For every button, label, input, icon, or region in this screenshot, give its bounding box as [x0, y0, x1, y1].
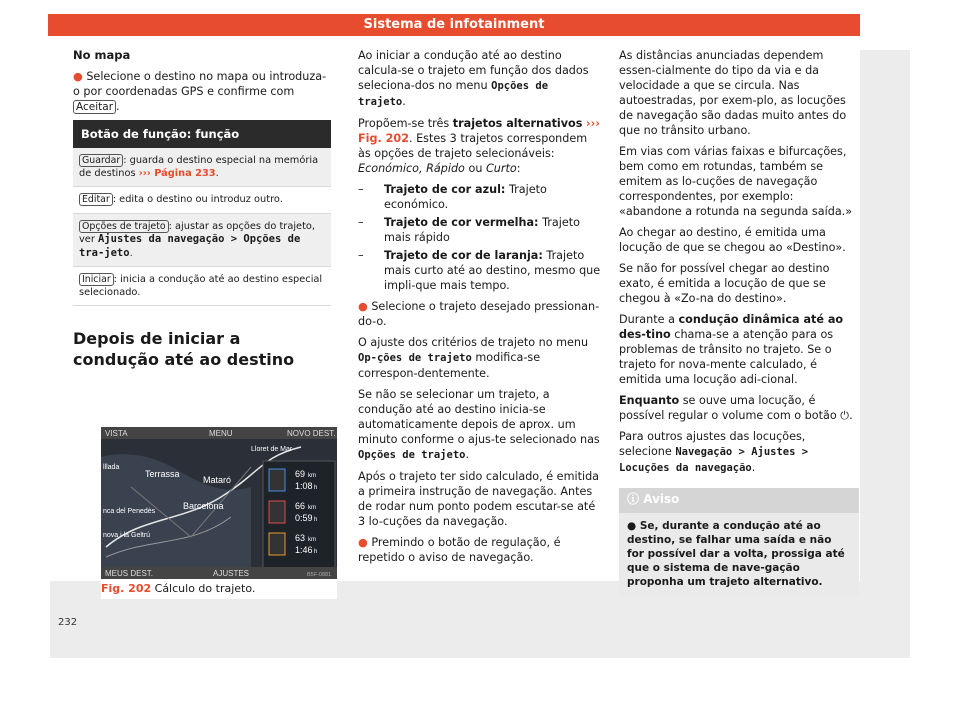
tab-novo-dest: NOVO DEST.	[287, 429, 336, 438]
place-barcelona: Barcelona	[183, 501, 224, 511]
route-2-time: 0:59	[295, 513, 313, 523]
paragraph: Se não se selecionar um trajeto, a condução até ao destino inicia-se automaticamente depois de aprox. um minuto conforme o ajus-te selecionado nas Opções de trajeto.	[358, 388, 600, 461]
table-row: Editar : edita o destino ou introduz outro.	[73, 187, 331, 214]
bullet-icon: ●	[358, 536, 368, 549]
menu-path: Ajustes da navegação > Opções de tra-jeto	[79, 233, 301, 259]
paragraph: O ajuste dos critérios de trajeto no menu Op-ções de trajeto modifica-se correspon-dentemente.	[358, 336, 589, 380]
bullet-paragraph: ● Selecione o trajeto desejado pressionan-do-o.	[358, 300, 600, 328]
tab-menu: MENU	[209, 429, 233, 438]
place-terrassa: Terrassa	[145, 469, 180, 479]
paragraph: Após o trajeto ter sido calculado, é emitida a primeira instrução de navegação. Antes de rodar num ponto podem escutar-se até 3 lo-cuções da navegação.	[358, 470, 600, 528]
accept-key: Aceitar	[73, 100, 116, 114]
table-row: Guardar : guarda o destino especial na memória de destinos ››› Página 233.	[73, 148, 331, 187]
table-row: Opções de trajeto : ajustar as opções do trajeto, ver Ajustes da navegação > Opções de tra-jeto.	[73, 214, 331, 268]
page-number: 232	[58, 617, 78, 628]
route-2-km: 66	[295, 501, 306, 511]
function-table	[73, 120, 331, 306]
bullet-paragraph: ● Premindo o botão de regulação, é repetido o aviso de navegação.	[358, 536, 561, 564]
key-label: Editar	[79, 193, 113, 206]
figure-code: B5F-0881	[307, 572, 332, 578]
bullet-icon: ●	[73, 70, 83, 83]
tab-ajustes: AJUSTES	[213, 569, 250, 578]
page-header: Sistema de infotainment	[48, 14, 860, 36]
page-reference: ››› Página 233	[138, 167, 216, 179]
paragraph: Se não for possível chegar ao destino exato, é emitida a locução de que se chegou à «Zo-na do destino».	[619, 262, 830, 305]
paragraph: Propõem-se três trajetos alternativos ››› Fig. 202. Estes 3 trajetos correspondem às opções de trajeto selecionáveis: Económico, Rápido ou Curto:	[358, 117, 600, 175]
route-3-km: 63	[295, 533, 306, 543]
bullet-icon: ●	[358, 300, 368, 313]
svg-text:h: h	[314, 517, 318, 523]
notice-body: ● Se, durante a condução até ao destino, se falhar uma saída e não for possível dar a volta, prossiga até que o sistema de nave-gação proponha um trajeto alternativo.	[619, 513, 859, 595]
dash-item: – Trajeto de cor de laranja: Trajeto mais curto até ao destino, mesmo que impli-que mais tempo.	[358, 249, 601, 292]
paragraph: Enquanto se ouve uma locução, é possível regular o volume com o botão ⏻.	[619, 394, 853, 422]
place-mataro: Mataró	[203, 475, 232, 485]
paragraph: Para outros ajustes das locuções, selecione Navegação > Ajustes > Locuções da navegação.	[619, 430, 809, 474]
bullet-icon: ●	[627, 520, 637, 532]
svg-text:km: km	[308, 505, 316, 511]
paragraph: As distâncias anunciadas dependem essen-cialmente do tipo da via e da velocidade a que se circula. Nas autoestradas, por exem-plo, as locuções de navegação são dadas muito antes do que no trânsito urbano.	[619, 49, 847, 137]
column-3	[619, 48, 859, 595]
heading-no-mapa: No mapa	[73, 48, 131, 62]
section-title: Depois de iniciar a condução até ao destino	[73, 329, 295, 369]
notice-box	[619, 488, 859, 595]
notice-header: ⓘ Aviso	[619, 488, 859, 513]
column-2	[358, 48, 602, 571]
info-icon: ⓘ	[627, 492, 640, 506]
column-1	[73, 48, 331, 388]
power-icon: ⏻	[840, 409, 850, 422]
svg-text:h: h	[314, 549, 318, 555]
route-1-km: 69	[295, 469, 306, 479]
paragraph: Durante a condução dinâmica até ao des-tino chama-se a atenção para os problemas de trânsito no trajeto. Se o trajeto for nova-mente calculado, é emitida uma locução adi-cional.	[619, 313, 844, 386]
place-penedes: nca del Penedès	[103, 508, 156, 515]
navigation-figure	[101, 427, 337, 599]
table-row: Iniciar : inicia a condução até ao destino especial selecionado.	[73, 267, 331, 306]
key-label: Iniciar	[79, 273, 114, 286]
key-label: Opções de trajeto	[79, 220, 169, 233]
table-header: Botão de função: função	[73, 120, 331, 148]
route-3-time: 1:46	[295, 545, 313, 555]
bullet-paragraph: ● Selecione o destino no mapa ou introduza-o por coordenadas GPS e confirme com Aceitar .	[73, 70, 327, 113]
dash-item: – Trajeto de cor vermelha: Trajeto mais rápido	[358, 216, 580, 244]
paragraph: Ao iniciar a condução até ao destino calcula-se o trajeto em função dos dados seleciona-dos no menu Opções de trajeto.	[358, 49, 589, 108]
svg-text:km: km	[308, 473, 316, 479]
svg-text:h: h	[314, 485, 318, 491]
place-lllada: lllada	[103, 464, 120, 471]
tab-vista: VISTA	[105, 429, 128, 438]
paragraph: Ao chegar ao destino, é emitida uma locução de que se chegou ao «Destino».	[619, 226, 846, 254]
svg-text:km: km	[308, 537, 316, 543]
tab-meus-dest: MEUS DEST.	[105, 569, 154, 578]
figure-label: Fig. 202	[101, 582, 152, 595]
key-label: Guardar	[79, 154, 123, 167]
route-1-time: 1:08	[295, 481, 313, 491]
figure-caption: Fig. 202 Cálculo do trajeto.	[101, 582, 256, 595]
place-geltru: nova i la Geltrú	[103, 532, 151, 539]
paragraph: Em vias com várias faixas e bifurcações, bem como em rotundas, também se emitem as lo-cuções de navegação correspondentes, por exemplo: «abandone a rotunda na segunda saída.»	[619, 145, 853, 218]
place-lloret: Lloret de Mar	[251, 446, 293, 453]
dash-item: – Trajeto de cor azul: Trajeto económico.	[358, 183, 547, 211]
